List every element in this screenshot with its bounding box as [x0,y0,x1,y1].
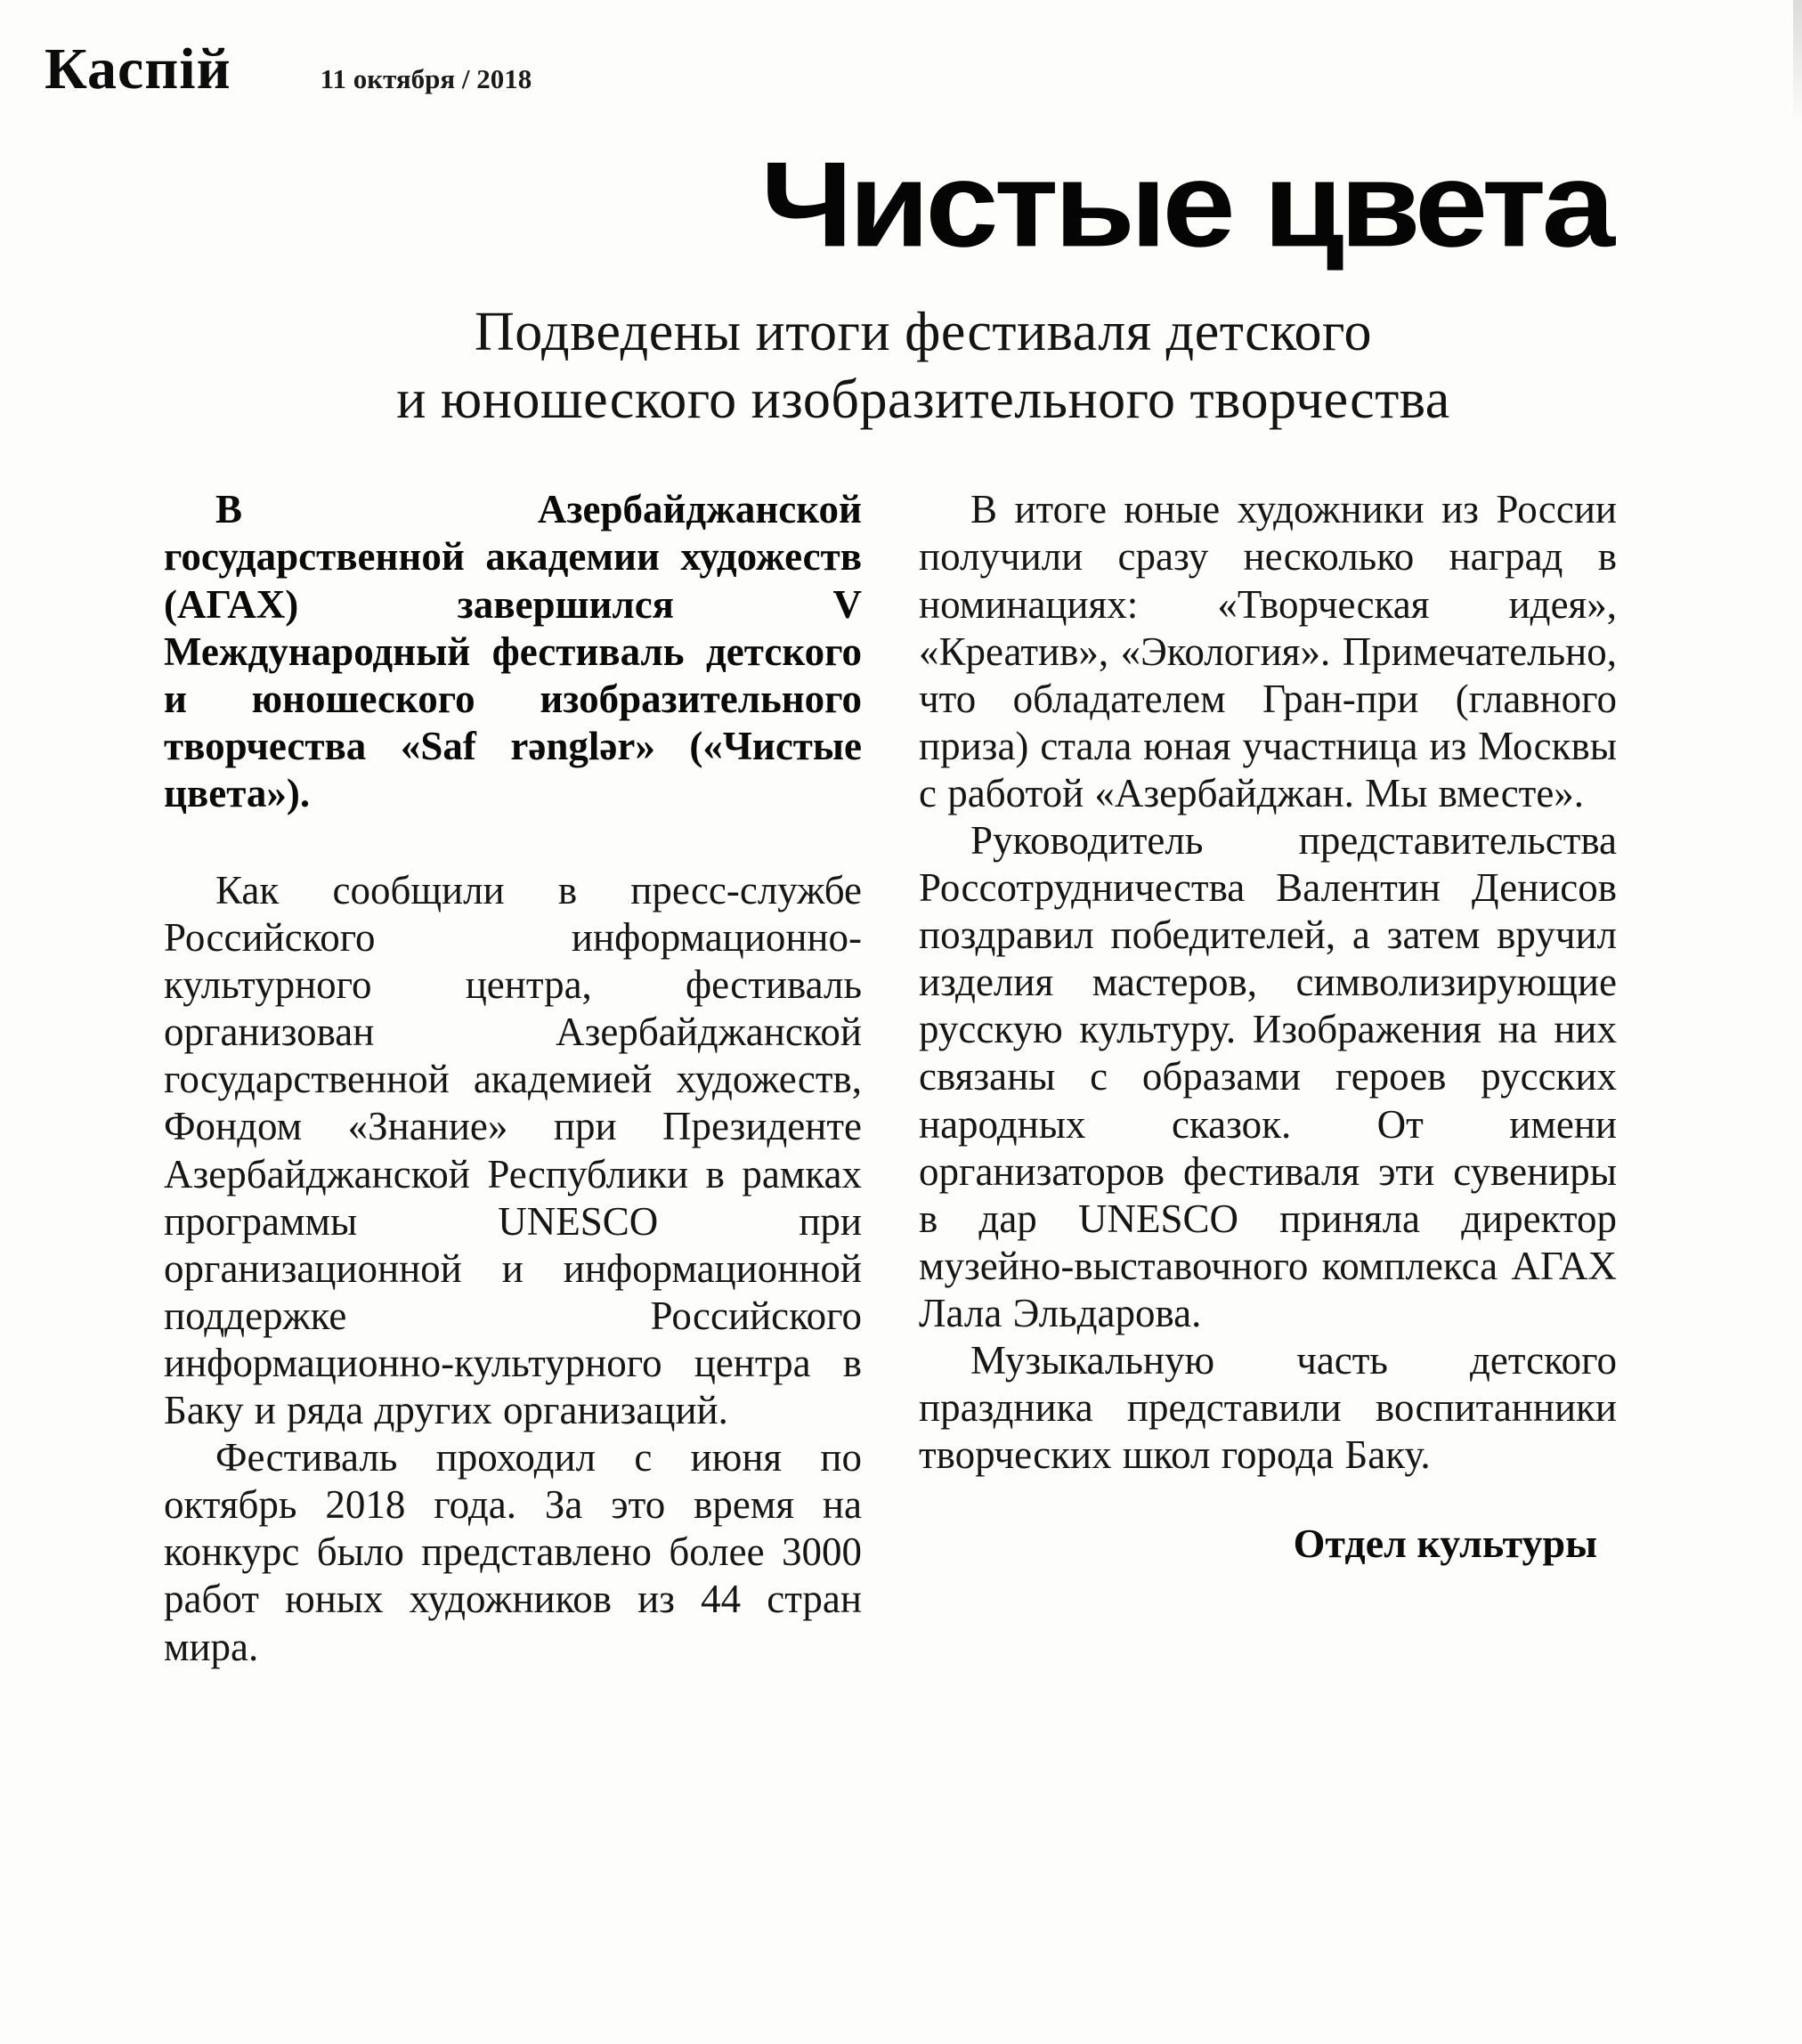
article-title: Чистые цвета [760,137,1611,272]
right-column [919,486,1617,1670]
paragraph: Музыкальную часть детского праздника представили воспитанники творческих школ города Баку. [919,1338,1617,1478]
issue-date: 11 октября / 2018 [320,63,532,94]
subtitle-line-1: Подведены итоги фестиваля детского [475,301,1372,362]
article-columns [164,486,1617,1670]
paragraph: Как сообщили в пресс-службе Российского информационно-культурного центра, фестиваль организован Азербайджанской государственной академией художеств, Фондом «Знание» при Президенте Азербайджанской Республики в рамках программы UNESCO при организационной и информационной поддержке Российского информационно-культурного центра в Баку и ряда других организаций. [164,868,862,1433]
article [0,137,1802,1671]
paragraph: В Азербайджанской государственной академии художеств (АГАХ) завершился V Международный фестиваль детского и юношеского изобразительного творчества «Saf rənglər» («Чистые цвета»). [164,487,862,815]
masthead [0,0,1802,103]
byline: Отдел культуры [1293,1521,1597,1567]
newspaper-name: Каспій [45,36,231,101]
paragraph: Фестиваль проходил с июня по октябрь 2018 года. За это время на конкурс было представлено более 3000 работ юных художников из 44 стран мира. [164,1435,862,1669]
paragraph: В итоге юные художники из России получили сразу несколько наград в номинациях: «Творческая идея», «Креатив», «Экология». Примечательно, что обладателем Гран-при (главного приза) стала юная участница из Москвы с работой «Азербайджан. Мы вместе». [919,487,1617,815]
left-column [164,486,862,1670]
scan-edge-artifact [1793,0,1802,125]
article-subtitle [151,298,1695,435]
paragraph: Руководитель представительства Россотрудничества Валентин Денисов поздравил победителей, а затем вручил изделия мастеров, символизирующие русскую культуру. Изображения на них связаны с образами героев русских народных сказок. От имени организаторов фестиваля эти сувениры в дар UNESCO приняла директор музейно-выставочного комплекса АГАХ Лала Эльдарова. [919,818,1617,1335]
subtitle-line-2: и юношеского изобразительного творчества [396,369,1450,431]
